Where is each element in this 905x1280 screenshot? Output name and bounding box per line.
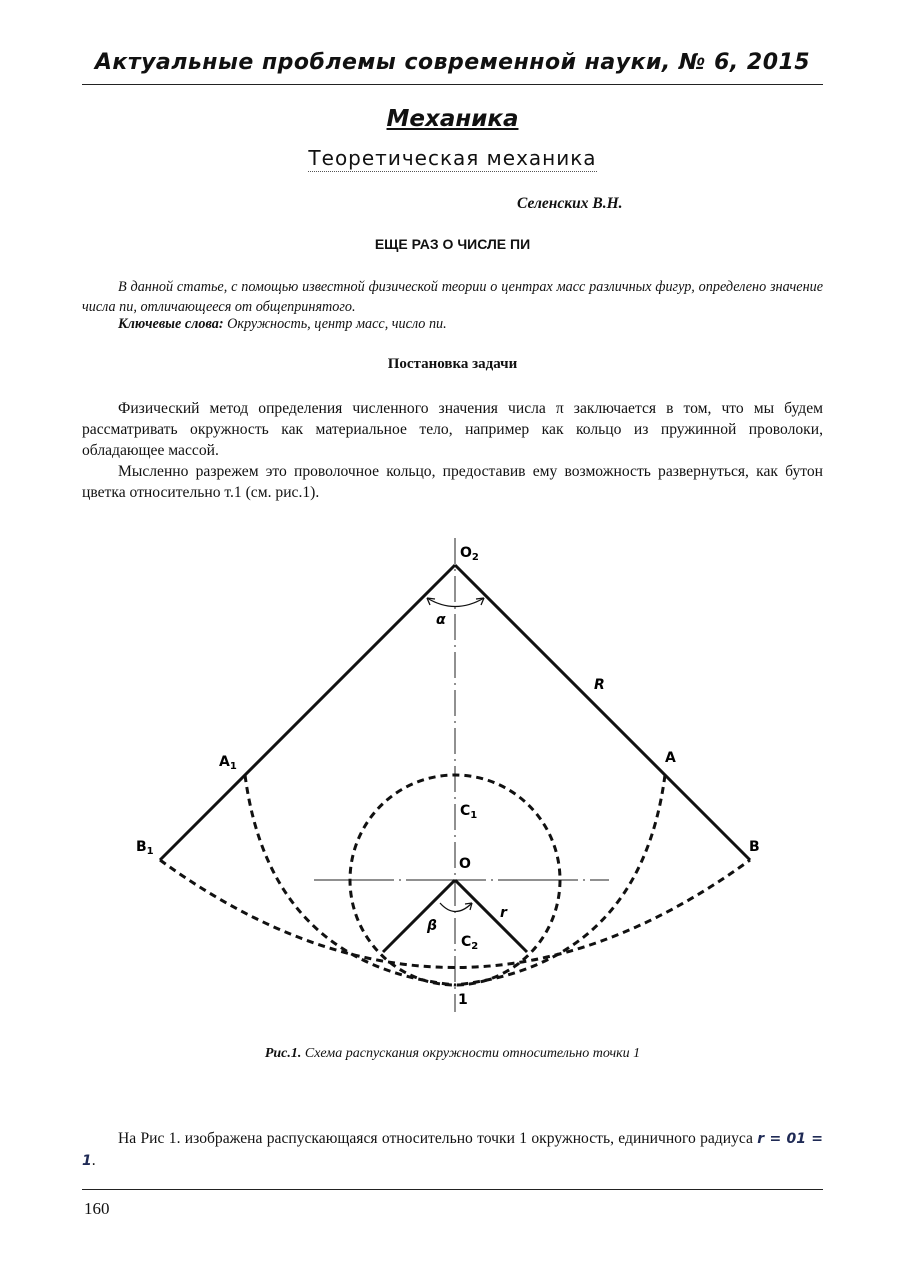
label-c2: $C_2$ [461, 934, 479, 952]
keywords-text: Окружность, центр масс, число пи. [227, 316, 447, 332]
label-c1: $C_1$ [460, 803, 478, 821]
label-alpha: α [436, 612, 446, 628]
paragraph-3 [82, 1128, 823, 1172]
journal-header: Актуальные проблемы современной науки, № 6, 2015 [94, 50, 811, 75]
label-b1: $B_1$ [136, 839, 154, 857]
label-r-big: R [594, 677, 605, 693]
caption-label: Рис.1. [264, 1046, 302, 1061]
abstract: В данной статье, с помощью известной физической теории о центрах масс различных фигур, определено значение числа пи, отличающееся от общепринятого. [82, 279, 823, 315]
problem-heading: Постановка задачи [387, 356, 518, 372]
paragraph-3-end: . [91, 1152, 96, 1169]
paragraph-1: Физический метод определения численного значения числа π заключается в том, что мы будем рассматривать окружность как материальное тело, например как кольцо из пружинной проволоки, обладающее массой. [82, 400, 823, 459]
label-a1: $A_1$ [219, 754, 237, 772]
label-beta: β [427, 918, 438, 934]
formula-r-equals-1: r = 01 = 1 [82, 1131, 823, 1169]
label-o: O [459, 856, 471, 872]
label-point-1: 1 [458, 992, 468, 1008]
label-b: B [749, 839, 760, 855]
caption-text: Схема распускания окружности относительно точки 1 [304, 1046, 641, 1061]
paragraph-2: Мысленно разрежем это проволочное кольцо, предоставив ему возможность развернуться, как бутон цветка относительно т.1 (см. рис.1). [82, 463, 823, 501]
article-title: ЕЩЕ РАЗ О ЧИСЛЕ ПИ [374, 236, 531, 252]
label-r-small: r [500, 905, 507, 921]
label-o2: $O_2$ [460, 545, 479, 563]
label-a: A [665, 750, 676, 766]
author: Селенских В.Н. [517, 195, 623, 212]
section-title: Механика [386, 106, 519, 132]
paragraph-3-text: На Рис 1. изображена распускающаяся относительно точки 1 окружность, единичного радиуса [118, 1130, 753, 1147]
figure-1-diagram [0, 530, 905, 1020]
keywords-label: Ключевые слова: [118, 316, 224, 332]
radius-o-left [383, 880, 455, 952]
footer-rule [82, 1189, 823, 1190]
subsection-title [82, 146, 823, 170]
page-number: 160 [84, 1199, 110, 1218]
radius-o2-b1 [160, 565, 455, 860]
figure-caption [82, 1046, 823, 1062]
header-rule [82, 84, 823, 85]
subsection-text: Теоретическая механика [308, 146, 597, 170]
radius-o2-b [455, 565, 750, 860]
arc-b1-to-b [160, 860, 750, 968]
keywords [118, 316, 447, 333]
